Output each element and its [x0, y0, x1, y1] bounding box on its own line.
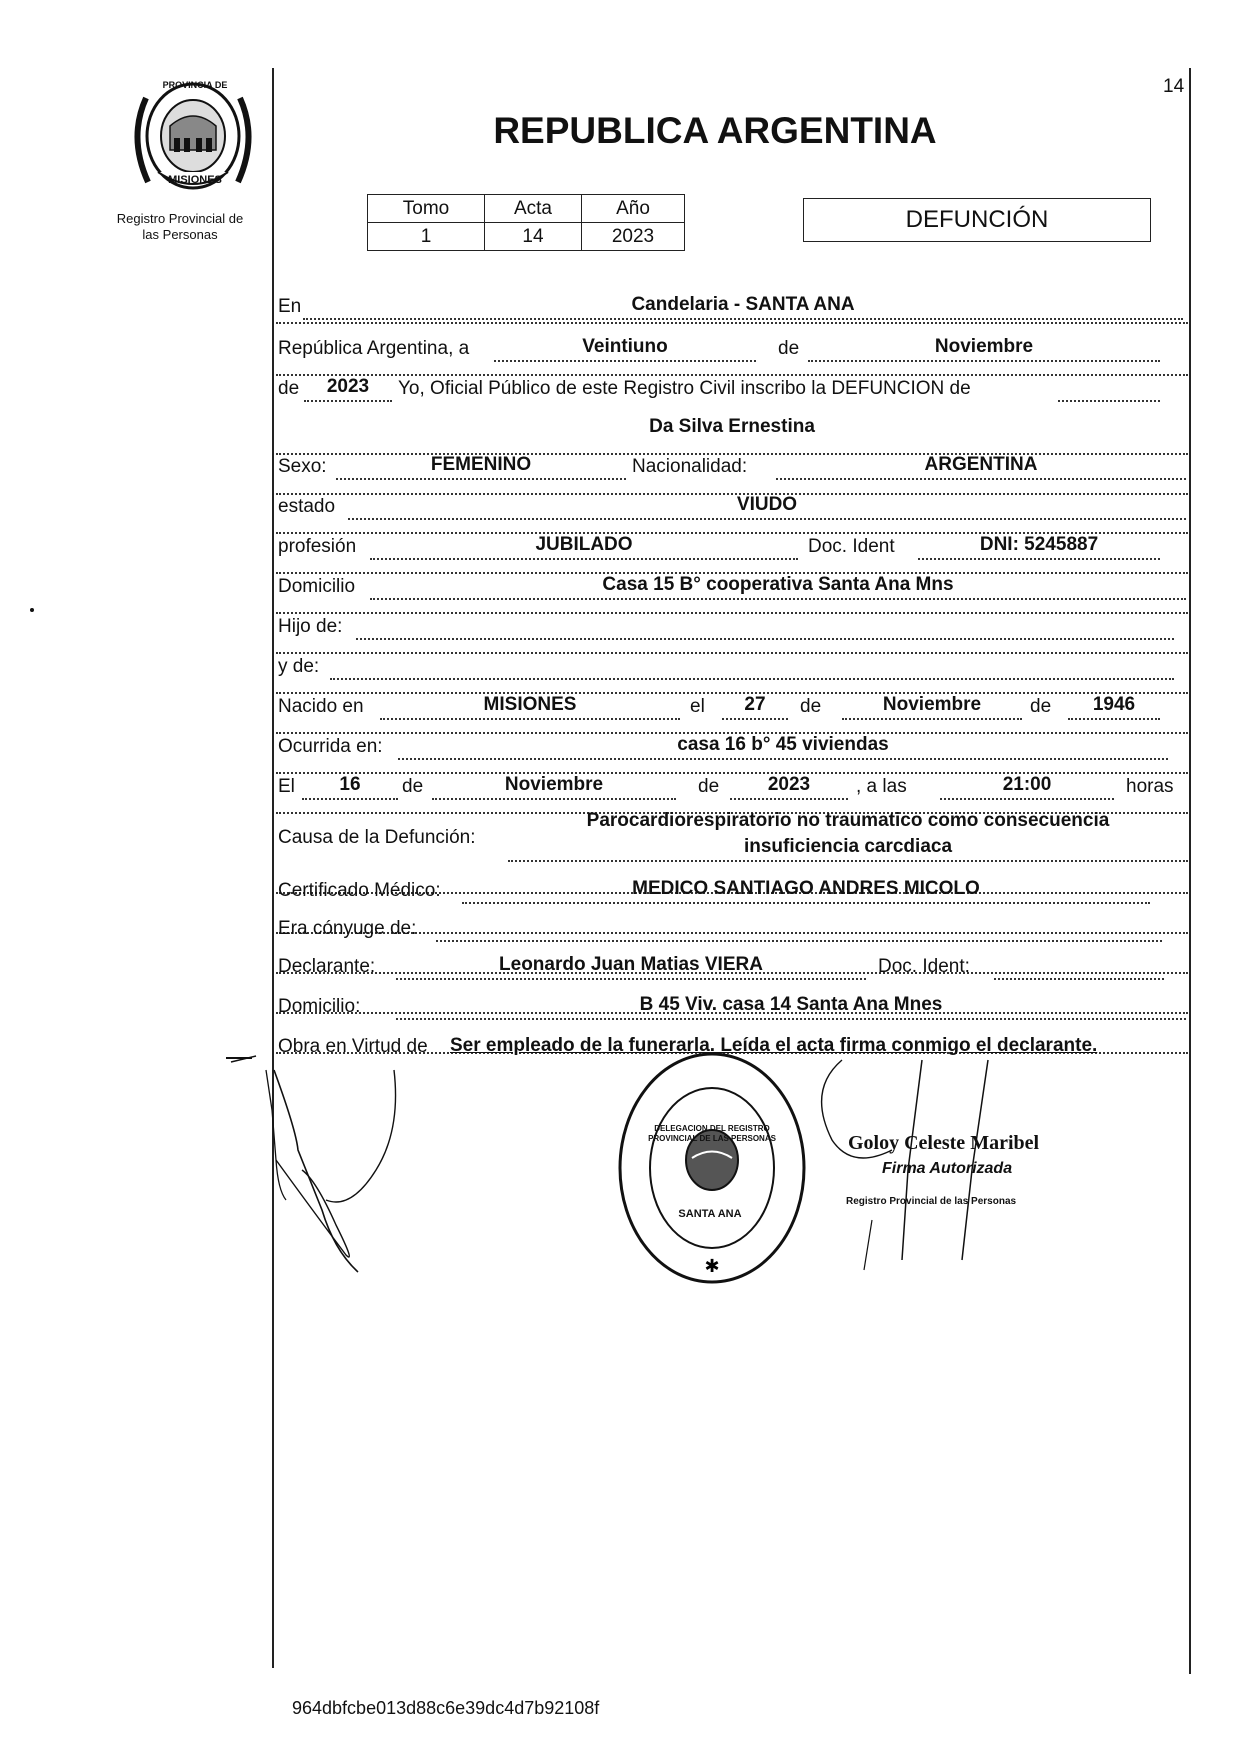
hijo-label: Hijo de: — [278, 616, 343, 637]
right-margin-rule — [1189, 68, 1191, 1674]
causa-line-2: insuficiencia carcdiaca — [508, 836, 1188, 862]
doc-ident-label: Doc. Ident — [808, 536, 895, 557]
obra-value: Ser empleado de la funerarla. Leída el acta firma conmigo el declarante. — [450, 1035, 1098, 1056]
estado-value: VIUDO — [348, 494, 1186, 520]
en-label: En — [278, 296, 302, 317]
year-value: 2023 — [304, 376, 392, 402]
estado-label: estado — [278, 496, 336, 517]
death-day: 16 — [302, 774, 398, 800]
doc-ident-value: DNI: 5245887 — [918, 534, 1160, 560]
doc-ident2-label: Doc. Ident: — [878, 956, 970, 977]
tomo-header: Tomo — [368, 195, 485, 223]
left-margin-rule — [272, 68, 274, 1668]
de1-label: de — [778, 338, 800, 359]
conyuge-label: Era cónyuge de: — [278, 918, 417, 939]
sexo-value: FEMENINO — [336, 454, 626, 480]
tomo-value: 1 — [368, 223, 485, 251]
causa-line-1: Parocardiorespiratorio no traumatico como consecuencia — [586, 810, 1110, 831]
row-rule — [276, 374, 1188, 376]
birth-year: 1946 — [1068, 694, 1160, 720]
record-type-box: DEFUNCIÓN — [803, 198, 1151, 242]
row-rule — [276, 322, 1188, 324]
alas-label: , a las — [856, 776, 907, 797]
profesion-label: profesión — [278, 536, 357, 557]
el1-label: el — [690, 696, 705, 717]
margin-dot — [30, 608, 34, 612]
ocurrida-label: Ocurrida en: — [278, 736, 383, 757]
certificado-label: Certificado Médico: — [278, 880, 441, 901]
seal-ring-text: DELEGACION DEL REGISTRO PROVINCIAL DE LAS PERSONAS — [648, 1124, 776, 1143]
month-words: Noviembre — [808, 336, 1160, 362]
stamp-line-3: Registro Provincial de las Personas — [846, 1196, 1017, 1207]
declarante-label: Declarante: — [278, 956, 376, 977]
ano-value: 2023 — [582, 223, 685, 251]
conyuge-value — [436, 916, 1162, 942]
sexo-label: Sexo: — [278, 456, 327, 477]
svg-text:✱: ✱ — [704, 1256, 720, 1277]
birth-day: 27 — [722, 694, 788, 720]
declarante-value: Leonardo Juan Matias VIERA — [396, 954, 866, 980]
yde-label: y de: — [278, 656, 320, 677]
emblem-top-text: PROVINCIA DE — [162, 80, 228, 90]
nacionalidad-value: ARGENTINA — [776, 454, 1186, 480]
nacido-value: MISIONES — [380, 694, 680, 720]
registry-seal — [612, 1050, 812, 1290]
emblem-caption-2: las Personas — [142, 227, 218, 242]
obra-label: Obra en Virtud de — [278, 1036, 428, 1057]
ocurrida-value: casa 16 b° 45 viviendas — [398, 734, 1168, 760]
page-number: 14 — [1163, 76, 1185, 97]
stamp-line-2: Firma Autorizada — [882, 1160, 1013, 1177]
de2-label: de — [278, 378, 300, 399]
el2-label: El — [278, 776, 295, 797]
emblem-caption-1: Registro Provincial de — [116, 211, 244, 226]
domicilio-value: Casa 15 B° cooperativa Santa Ana Mns — [370, 574, 1186, 600]
declarant-signature — [226, 1050, 426, 1280]
domicilio-label: Domicilio — [278, 576, 356, 597]
de6-label: de — [698, 776, 720, 797]
acta-header: Acta — [485, 195, 582, 223]
death-month: Noviembre — [432, 774, 676, 800]
footer-hash: 964dbfcbe013d88c6e39dc4d7b92108f — [292, 1698, 600, 1718]
nacionalidad-label: Nacionalidad: — [632, 456, 748, 477]
profesion-value: JUBILADO — [370, 534, 798, 560]
stamp-line-1: Goloy Celeste Maribel — [848, 1132, 1040, 1154]
horas-label: horas — [1126, 776, 1174, 797]
death-year: 2023 — [730, 774, 848, 800]
day-words: Veintiuno — [494, 336, 756, 362]
yde-value — [330, 654, 1174, 680]
record-table — [367, 194, 685, 251]
en-value: Candelaria - SANTA ANA — [303, 294, 1183, 320]
nacido-label: Nacido en — [278, 696, 364, 717]
doc-ident2-value — [994, 954, 1164, 980]
emblem-bottom-text: MISIONES — [168, 174, 222, 186]
de5-label: de — [402, 776, 424, 797]
deceased-name: Da Silva Ernestina — [649, 416, 815, 437]
de3-label: de — [800, 696, 822, 717]
certificado-value: MEDICO SANTIAGO ANDRES MICOLO — [462, 878, 1150, 904]
causa-label: Causa de la Defunción: — [278, 827, 476, 848]
death-time: 21:00 — [940, 774, 1114, 800]
domicilio2-label: Domicilio: — [278, 996, 361, 1017]
country-title: REPUBLICA ARGENTINA — [493, 110, 937, 151]
ano-header: Año — [582, 195, 685, 223]
domicilio2-value: B 45 Viv. casa 14 Santa Ana Mnes — [396, 994, 1186, 1020]
acta-value: 14 — [485, 223, 582, 251]
seal-bottom-text: SANTA ANA — [678, 1208, 742, 1220]
inscribo-text: Yo, Oficial Público de este Registro Civil inscribo la DEFUNCION de — [398, 378, 971, 399]
hijo-value — [356, 614, 1174, 640]
birth-month: Noviembre — [842, 694, 1022, 720]
margin-dash — [226, 1057, 252, 1059]
inscribo-trailing — [1058, 376, 1160, 402]
de4-label: de — [1030, 696, 1052, 717]
republica-label: República Argentina, a — [278, 338, 470, 359]
